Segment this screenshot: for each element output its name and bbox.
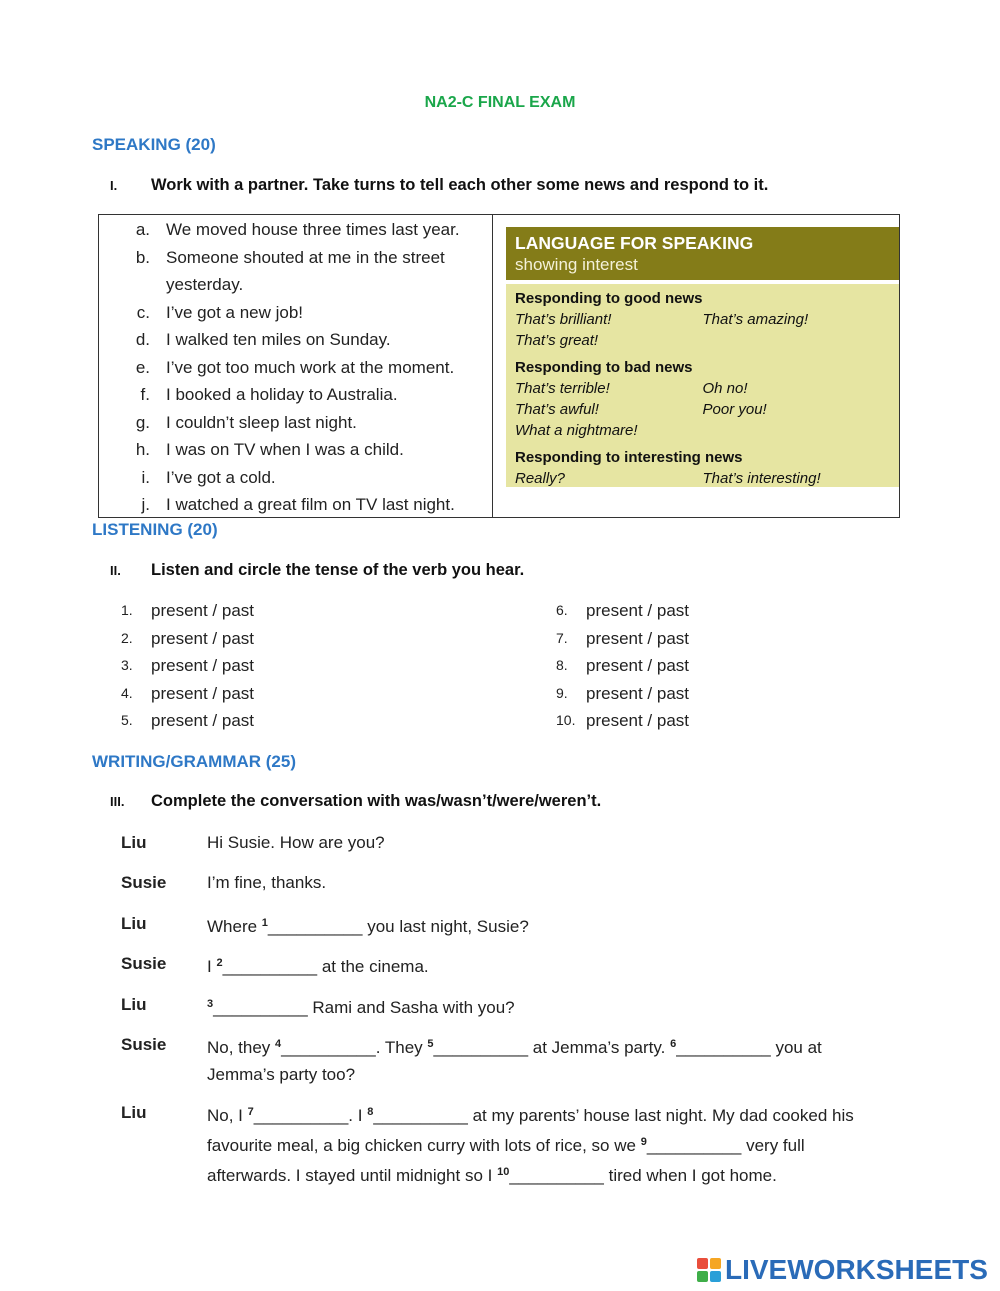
list-item: 5. present / past <box>92 707 254 735</box>
line-text: Where $^1$__________ you last night, Susie? <box>207 917 529 936</box>
list-item: f. I booked a holiday to Australia. <box>140 385 398 404</box>
language-box-subtitle: showing interest <box>515 255 638 274</box>
line-text: Hi Susie. How are you? <box>207 833 385 852</box>
list-item: 6. present / past <box>556 597 689 625</box>
instruction-number: II. <box>110 563 121 578</box>
logo-blocks-icon <box>697 1258 721 1282</box>
phrase-row: That’s terrible! Oh no! <box>515 380 748 397</box>
line-text: No, I $^7$__________. I $^8$__________ at my parents’ house last night. My dad cooked his favourite meal, a big chicken curry with lots of rice, so we $^9$__________ very full afterwards. I stayed until midnight so I $^{10}$__________ tired when I got home. <box>207 1106 854 1185</box>
liveworksheets-logo[interactable] <box>697 1254 988 1286</box>
good-news-heading: Responding to good news <box>515 290 703 307</box>
list-item: c. I’ve got a new job! <box>136 302 304 322</box>
tense-choice[interactable]: present / past <box>586 656 690 675</box>
list-item: d. I walked ten miles on Sunday. <box>135 330 391 349</box>
tense-choice[interactable]: present / past <box>151 601 255 620</box>
answer-blank[interactable]: __________ <box>281 1038 376 1057</box>
answer-blank[interactable]: __________ <box>646 1136 742 1155</box>
conversation-line <box>121 869 897 896</box>
phrase-row: Really? That’s interesting! <box>515 470 821 487</box>
list-item: 9. present / past <box>556 680 689 708</box>
writing-instruction <box>100 792 601 811</box>
answer-blank[interactable]: __________ <box>676 1038 771 1057</box>
answer-blank[interactable]: __________ <box>267 917 363 936</box>
list-item: b. Someone shouted at me in the street yesterday. <box>135 247 445 294</box>
list-item: e. I’ve got too much work at the moment. <box>135 357 455 377</box>
conversation-line <box>121 991 897 1021</box>
instruction-text: Listen and circle the tense of the verb you hear. <box>151 561 525 579</box>
news-list <box>99 215 493 517</box>
tense-choice[interactable]: present / past <box>586 601 690 620</box>
speaking-instruction <box>100 176 768 195</box>
speaker: Liu <box>121 995 147 1014</box>
line-text: $^3$__________ Rami and Sasha with you? <box>207 998 515 1017</box>
language-box <box>506 227 899 487</box>
interesting-news-heading: Responding to interesting news <box>515 449 743 466</box>
tense-choice[interactable]: present / past <box>586 683 690 703</box>
line-text: I’m fine, thanks. <box>207 873 327 892</box>
list-item: h. I was on TV when I was a child. <box>135 440 404 459</box>
instruction-text: Work with a partner. Take turns to tell each other some news and respond to it. <box>151 176 769 194</box>
conversation-line <box>121 1031 897 1088</box>
list-item: j. I watched a great film on TV last night. <box>141 495 455 514</box>
list-item: 4. present / past <box>92 680 254 708</box>
logo-text: LIVEWORKSHEETS <box>725 1254 988 1285</box>
listening-instruction <box>100 561 524 580</box>
list-item: i. I’ve got a cold. <box>141 467 276 487</box>
answer-blank[interactable]: __________ <box>509 1166 604 1185</box>
speaker: Susie <box>121 873 167 892</box>
line-text: I $^2$__________ at the cinema. <box>207 957 429 976</box>
language-box-title: LANGUAGE FOR SPEAKING <box>515 233 754 253</box>
listening-list-left <box>92 597 254 735</box>
list-item: g. I couldn’t sleep last night. <box>135 412 357 432</box>
answer-blank[interactable]: __________ <box>253 1106 349 1125</box>
exam-title: NA2-C FINAL EXAM <box>424 94 576 111</box>
answer-blank[interactable]: __________ <box>222 957 318 976</box>
tense-choice[interactable]: present / past <box>151 656 255 675</box>
answer-blank[interactable]: __________ <box>433 1038 529 1057</box>
listening-heading: LISTENING (20) <box>92 520 218 539</box>
phrase-row: That’s brilliant! That’s amazing! <box>515 311 809 328</box>
speaker: Liu <box>121 1103 147 1122</box>
phrase-row: That’s awful! Poor you! <box>515 401 767 418</box>
tense-choice[interactable]: present / past <box>151 683 255 703</box>
list-item: 10. present / past <box>556 707 689 735</box>
line-text: No, they $^4$__________. They $^5$__________ at Jemma’s party. $^6$__________ you at Jemma’s party too? <box>207 1038 822 1084</box>
conversation-line <box>121 910 897 940</box>
instruction-number: III. <box>110 794 125 809</box>
writing-heading: WRITING/GRAMMAR (25) <box>92 752 296 771</box>
speaker: Susie <box>121 954 167 973</box>
list-item: 3. present / past <box>92 652 254 680</box>
listening-list-right <box>556 597 689 735</box>
tense-choice[interactable]: present / past <box>586 628 690 648</box>
instruction-text: Complete the conversation with was/wasn’t/were/weren’t. <box>151 792 602 810</box>
speaker: Liu <box>121 833 147 852</box>
list-item: 7. present / past <box>556 625 689 653</box>
conversation-line <box>121 950 897 980</box>
language-box-body <box>506 284 899 487</box>
language-box-header <box>506 227 899 280</box>
speaking-table <box>98 214 900 518</box>
list-item: 8. present / past <box>556 652 689 680</box>
phrase-row: What a nightmare! <box>515 422 638 439</box>
answer-blank[interactable]: __________ <box>373 1106 468 1125</box>
speaker: Liu <box>121 914 147 933</box>
answer-blank[interactable]: __________ <box>213 998 308 1017</box>
phrase-row: That’s great! <box>515 332 599 349</box>
list-item: 2. present / past <box>92 625 254 653</box>
tense-choice[interactable]: present / past <box>151 711 255 730</box>
instruction-number: I. <box>110 178 118 193</box>
conversation-line <box>121 829 897 856</box>
speaking-heading: SPEAKING (20) <box>92 135 216 154</box>
tense-choice[interactable]: present / past <box>586 711 690 730</box>
list-item: 1. present / past <box>92 597 254 625</box>
bad-news-heading: Responding to bad news <box>515 359 693 376</box>
tense-choice[interactable]: present / past <box>151 628 255 648</box>
conversation-line <box>121 1099 897 1189</box>
speaker: Susie <box>121 1035 167 1054</box>
language-panel <box>493 215 899 517</box>
list-item: a. We moved house three times last year. <box>135 220 460 239</box>
